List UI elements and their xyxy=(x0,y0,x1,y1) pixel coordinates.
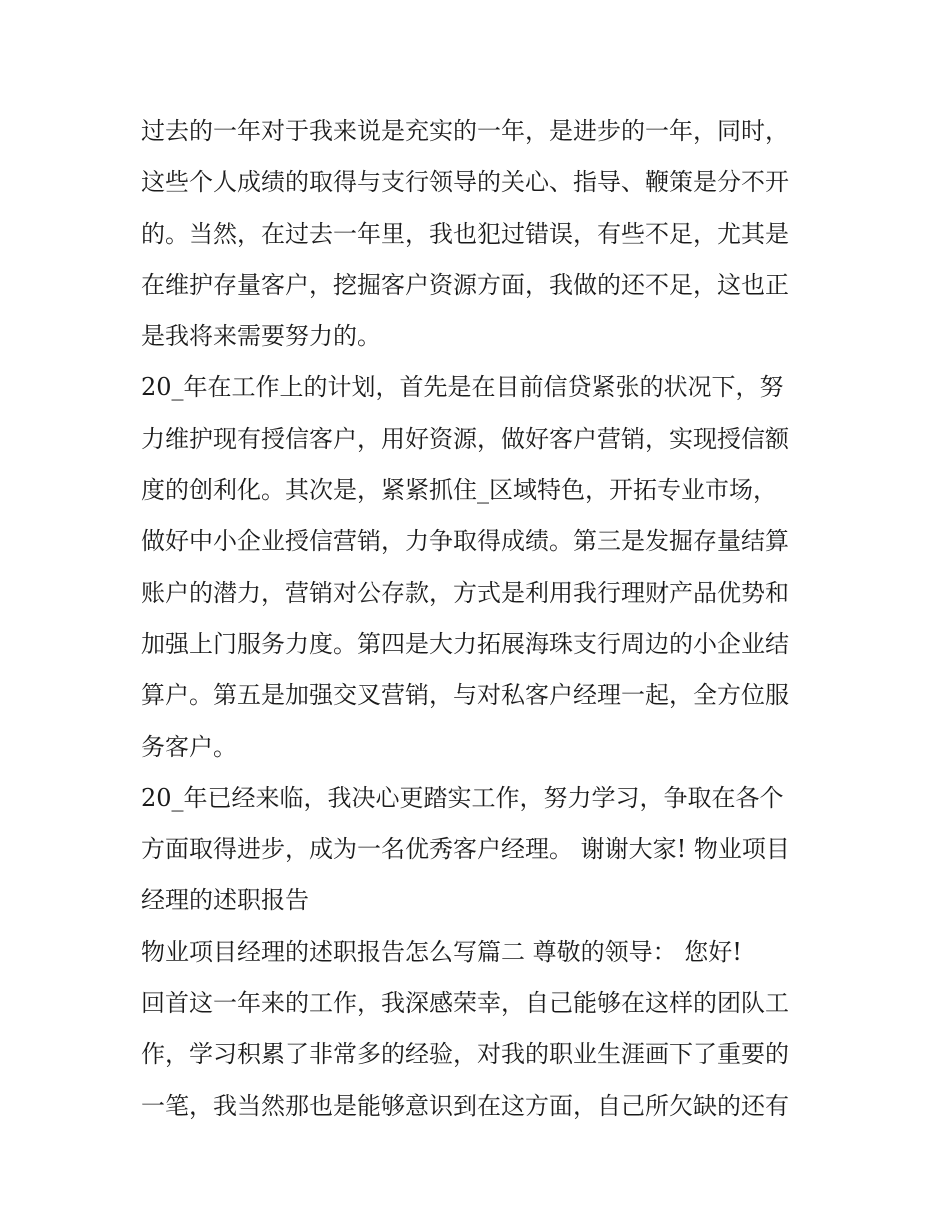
text-line: 物业项目经理的述职报告怎么写篇二 尊敬的领导： 您好! xyxy=(141,937,742,966)
text-line: 回首这一年来的工作，我深感荣幸，自己能够在这样的团队工 xyxy=(141,989,789,1018)
text-line: 过去的一年对于我来说是充实的一年，是进步的一年，同时， xyxy=(141,117,789,145)
document-page xyxy=(141,106,813,1132)
paragraph-work-plan xyxy=(141,362,813,772)
text-line: 这些个人成绩的取得与支行领导的关心、指导、鞭策是分不开 xyxy=(141,168,789,197)
text-line: 账户的潜力，营销对公存款，方式是利用我行理财产品优势和 xyxy=(141,578,789,607)
paragraph-retrospective xyxy=(141,978,813,1132)
text-line: 是我将来需要努力的。 xyxy=(141,322,381,351)
text-line: 做好中小企业授信营销，力争取得成绩。第三是发掘存量结算 xyxy=(141,527,789,556)
text-line: 在维护存量客户，挖掘客户资源方面，我做的还不足，这也正 xyxy=(141,270,789,299)
text-line: 一笔，我当然那也是能够意识到在这方面，自己所欠缺的还有 xyxy=(141,1091,789,1120)
text-line: 作，学习积累了非常多的经验，对我的职业生涯画下了重要的 xyxy=(141,1040,789,1069)
text-line: 度的创利化。其次是，紧紧抓住_区域特色，开拓专业市场， xyxy=(141,476,777,505)
paragraph-closing-resolution xyxy=(141,773,813,927)
text-line: 方面取得进步，成为一名优秀客户经理。 谢谢大家! 物业项目 xyxy=(141,835,790,864)
text-line: 力维护现有授信客户，用好资源，做好客户营销，实现授信额 xyxy=(141,424,789,453)
paragraph-section-heading xyxy=(141,927,813,978)
text-line: 算户。第五是加强交叉营销，与对私客户经理一起，全方位服 xyxy=(141,681,789,710)
text-line: 的。当然，在过去一年里，我也犯过错误，有些不足，尤其是 xyxy=(141,219,789,248)
text-line: 20_年在工作上的计划，首先是在目前信贷紧张的状况下，努 xyxy=(141,373,784,402)
text-line: 经理的述职报告 xyxy=(141,886,309,915)
text-line: 加强上门服务力度。第四是大力拓展海珠支行周边的小企业结 xyxy=(141,629,789,658)
text-line: 务客户。 xyxy=(141,732,237,761)
text-line: 20_年已经来临，我决心更踏实工作，努力学习，争取在各个 xyxy=(141,783,784,812)
paragraph-review-reflection xyxy=(141,106,813,362)
